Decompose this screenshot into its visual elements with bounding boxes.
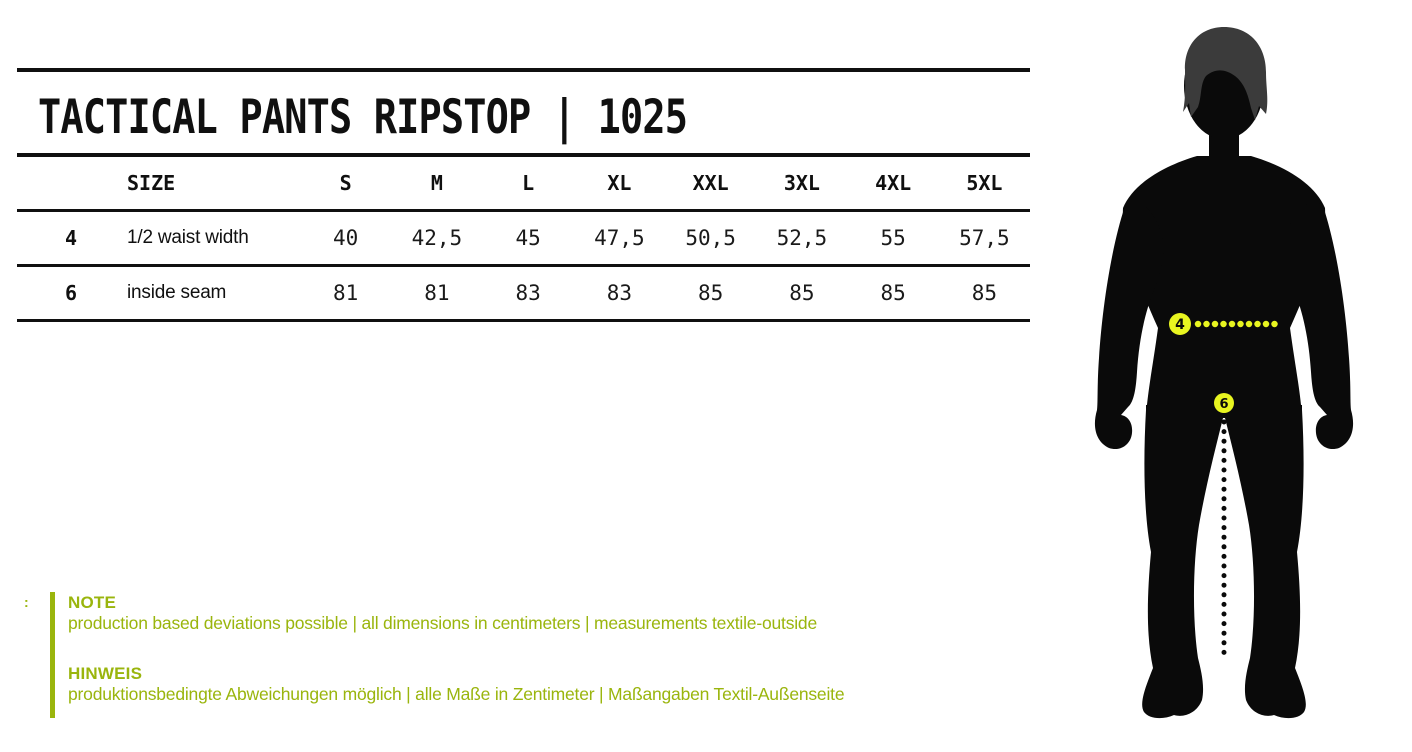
size-header-xxl: XXL [692, 171, 729, 195]
size-header-s: S [339, 171, 352, 195]
value-cell: 45 [515, 226, 541, 250]
note-title-de: HINWEIS [68, 664, 143, 683]
value-cell: 83 [606, 281, 633, 305]
value-cell: 85 [971, 281, 998, 305]
row-label: 1/2 waist width [127, 227, 249, 248]
inseam-marker-number: 6 [1219, 397, 1229, 412]
size-header-5xl: 5XL [966, 171, 1003, 195]
value-cell: 47,5 [594, 226, 645, 250]
value-cell: 85 [880, 281, 906, 305]
bottom-rule [17, 319, 1030, 322]
page-title: TACTICAL PANTS RIPSTOP | 1025 [38, 90, 688, 145]
table-row-waist [17, 212, 1030, 264]
row-marker-number: 6 [64, 281, 78, 305]
size-table-header-row [17, 157, 1030, 209]
value-cell: 52,5 [776, 226, 828, 250]
body-figure-svg [1085, 10, 1365, 722]
size-header-xl: XL [607, 171, 632, 195]
right-leg-shape [1224, 400, 1306, 718]
value-cell: 50,5 [685, 226, 736, 250]
table-row-inseam [17, 267, 1030, 319]
top-rule [17, 68, 1030, 72]
value-cell: 42,5 [411, 226, 463, 250]
size-header-m: M [430, 171, 443, 195]
size-column-title: SIZE [127, 171, 176, 195]
value-cell: 57,5 [959, 226, 1010, 250]
size-header-4xl: 4XL [875, 171, 912, 195]
value-cell: 81 [424, 281, 450, 305]
note-text-de: produktionsbedingte Abweichungen möglich | alle Maße in Zentimeter | Maßangaben Textil-Außenseite [68, 684, 845, 704]
value-cell: 81 [332, 281, 359, 305]
size-header-l: L [522, 171, 535, 195]
row-marker-number: 4 [64, 226, 78, 250]
waist-marker-number: 4 [1175, 317, 1185, 333]
stray-colon-mark: : [24, 594, 29, 610]
value-cell: 83 [515, 281, 541, 305]
note-title-en: NOTE [68, 593, 117, 612]
left-leg-shape [1142, 400, 1224, 718]
value-cell: 40 [332, 226, 359, 250]
value-cell: 85 [697, 281, 724, 305]
size-header-3xl: 3XL [783, 171, 820, 195]
note-accent-bar [50, 592, 55, 718]
body-measurement-figure [1085, 10, 1365, 722]
value-cell: 85 [789, 281, 815, 305]
row-label: inside seam [127, 282, 227, 303]
value-cell: 55 [880, 226, 906, 250]
note-text-en: production based deviations possible | all dimensions in centimeters | measurements textile-outside [68, 613, 817, 633]
